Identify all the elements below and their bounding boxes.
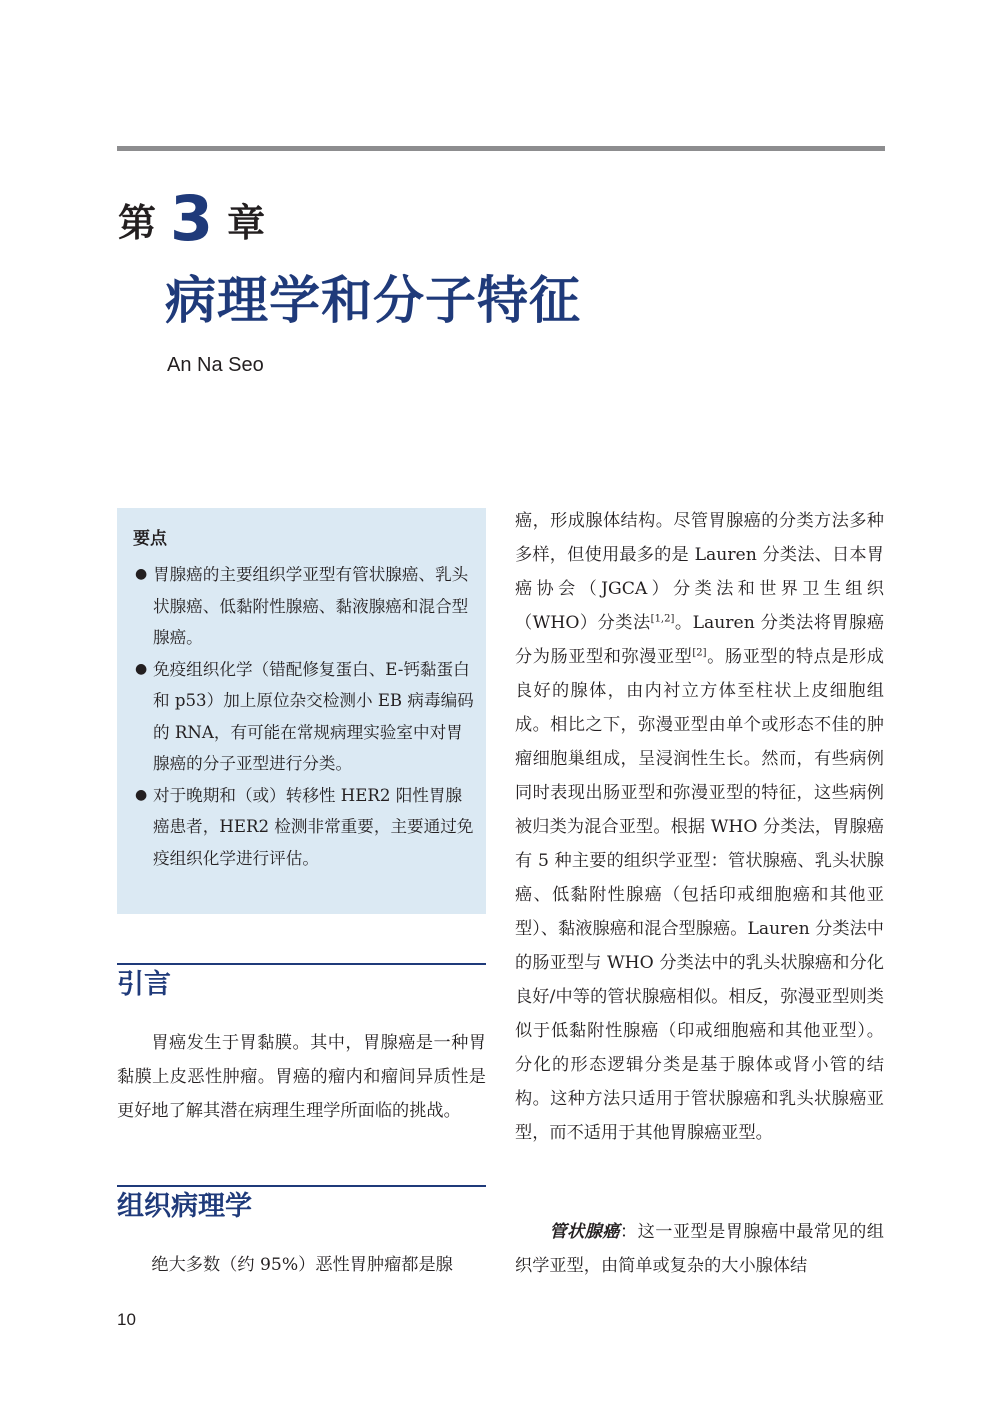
histopathology-paragraph: 绝大多数（约 95%）恶性胃肿瘤都是腺	[151, 1255, 453, 1275]
key-point	[133, 654, 474, 780]
key-points-box	[117, 508, 486, 914]
section-heading-histopathology: 组织病理学	[117, 1185, 486, 1223]
run-in-term: 管状腺癌	[549, 1222, 620, 1242]
section-heading-intro: 引言	[117, 963, 486, 1001]
key-point-text: 对于晚期和（或）转移性 HER2 阳性胃腺癌患者，HER2 检测非常重要，主要通过免疫组织化学进行评估。	[153, 785, 474, 868]
chapter-title: 病理学和分子特征	[165, 272, 582, 331]
chapter-prefix: 第	[118, 201, 157, 245]
paragraph-text: 。Lauren 分类法将胃腺癌分为肠亚型和弥漫亚型	[515, 613, 885, 667]
tubular-paragraph	[515, 1215, 884, 1283]
key-point-text: 免疫组织化学（错配修复蛋白、E-钙黏蛋白和 p53）加上原位杂交检测小 EB 病毒编码的 RNA，有可能在常规病理实验室中对胃腺癌的分子亚型进行分类。	[153, 659, 474, 773]
right-column-paragraph	[515, 504, 884, 1150]
page-number: 10	[117, 1310, 136, 1329]
bullet-icon: ●	[135, 660, 148, 677]
key-points-list	[133, 559, 474, 874]
intro-paragraph: 胃癌发生于胃黏膜。其中，胃腺癌是一种胃黏膜上皮恶性肿瘤。胃癌的瘤内和瘤间异质性是更好地了解其潜在病理生理学所面临的挑战。	[117, 1033, 486, 1121]
key-point	[133, 559, 474, 654]
key-points-heading: 要点	[133, 529, 167, 549]
citation: [2]	[692, 647, 707, 659]
key-point-text: 胃腺癌的主要组织学亚型有管状腺癌、乳头状腺癌、低黏附性腺癌、黏液腺癌和混合型腺癌。	[153, 565, 469, 647]
paragraph-text: 癌，形成腺体结构。尽管胃腺癌的分类方法多种多样，但使用最多的是 Lauren 分类法、日本胃癌协会（JGCA）分类法和世界卫生组织（WHO）分类法	[515, 511, 884, 633]
top-rule	[117, 146, 885, 151]
bullet-icon: ●	[135, 566, 148, 582]
paragraph-text: ：这一亚型是胃腺癌中最常见的组织学亚型，由简单或复杂的大小腺体结	[515, 1222, 884, 1276]
bullet-icon: ●	[135, 786, 148, 803]
author: An Na Seo	[167, 354, 264, 376]
paragraph-text: 。肠亚型的特点是形成良好的腺体，由内衬立方体至柱状上皮细胞组成。相比之下，弥漫亚型由单个或形态不佳的肿瘤细胞巢组成，呈浸润性生长。然而，有些病例同时表现出肠亚型和弥漫亚型的特征，这些病例被归类为混合亚型。根据 WHO 分类法，胃腺癌有 5 种主要的组织学亚型：管状腺癌、乳头状腺癌、低黏附性腺癌（包括印戒细胞癌和其他亚型）、黏液腺癌和混合型腺癌。Lauren 分类法中的肠亚型与 WHO 分类法中的乳头状腺癌和分化良好/中等的管状腺癌相似。相反，弥漫亚型则类似于低黏附性腺癌（印戒细胞癌和其他亚型）。分化的形态逻辑分类是基于腺体或肾小管的结构。这种方法只适用于管状腺癌和乳头状腺癌亚型，而不适用于其他胃腺癌亚型。	[515, 647, 884, 1143]
key-point	[133, 780, 474, 875]
chapter-label	[118, 180, 266, 255]
chapter-number: 3	[170, 182, 214, 255]
chapter-suffix: 章	[227, 201, 266, 245]
citation: [1,2]	[650, 613, 675, 625]
